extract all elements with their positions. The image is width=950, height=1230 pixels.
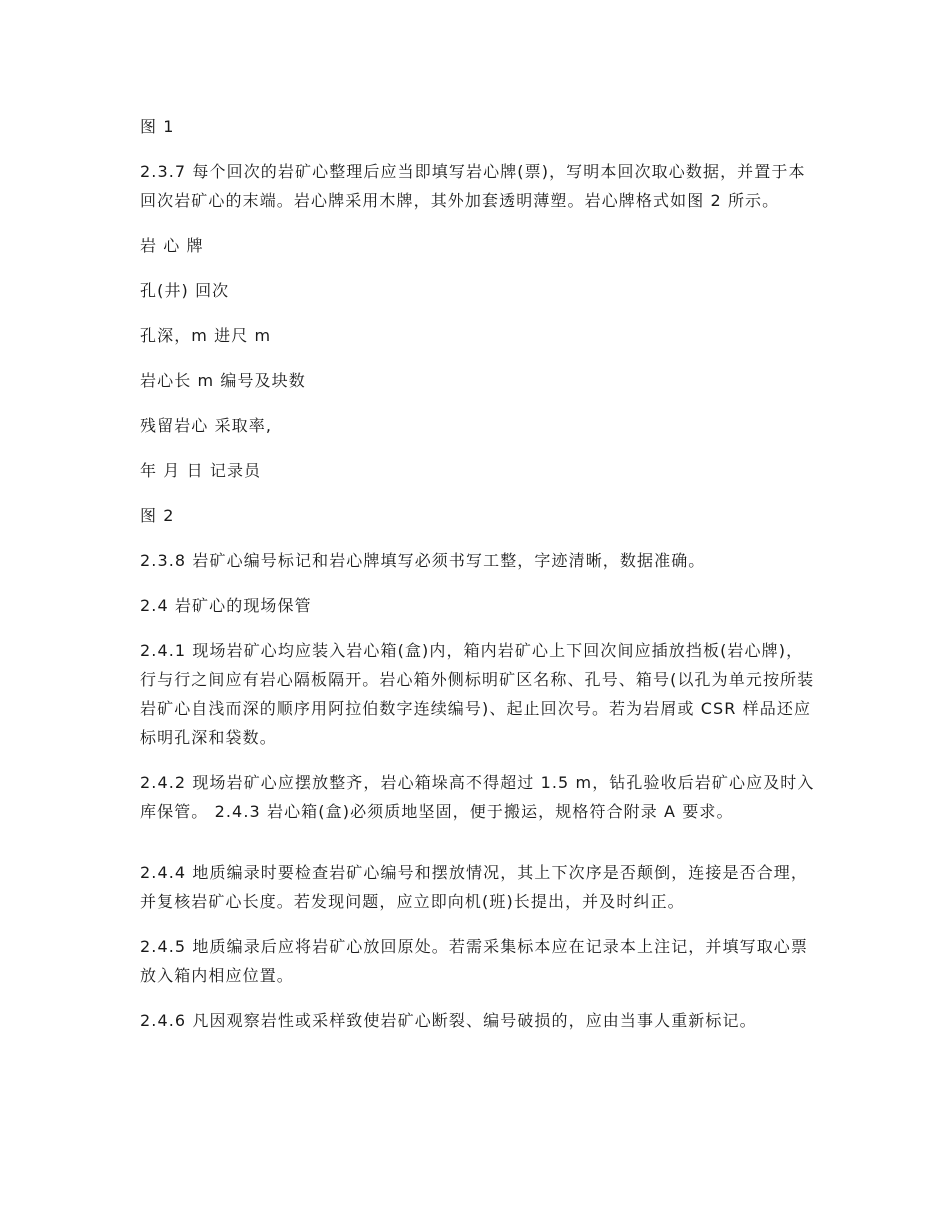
section-heading-2-4: 2.4 岩矿心的现场保管 [140,596,312,615]
figure-1-caption: 图 1 [140,117,175,136]
core-tag-line-date-recorder: 年 月 日 记录员 [140,461,262,480]
document-page [140,112,820,1035]
core-tag-title: 岩 心 牌 [140,236,204,255]
paragraph-2-4-6: 2.4.6 凡因观察岩性或采样致使岩矿心断裂、编号破损的，应由当事人重新标记。 [140,1011,757,1030]
core-tag-line-hole-run: 孔(井) 回次 [140,281,230,300]
paragraph-2-3-7: 2.3.7 每个回次的岩矿心整理后应当即填写岩心牌(票)，写明本回次取心数据，并置于本回次岩矿心的末端。岩心牌采用木牌，其外加套透明薄塑。岩心牌格式如图 2 所示。 [140,162,806,210]
paragraph-2-3-8: 2.3.8 岩矿心编号标记和岩心牌填写必须书写工整，字迹清晰，数据准确。 [140,551,706,570]
core-tag-line-length-number: 岩心长 m 编号及块数 [140,371,306,390]
core-tag-line-depth-footage: 孔深，m 进尺 m [140,326,272,345]
paragraph-2-4-1: 2.4.1 现场岩矿心均应装入岩心箱(盒)内，箱内岩矿心上下回次间应插放挡板(岩心牌)，行与行之间应有岩心隔板隔开。岩心箱外侧标明矿区名称、孔号、箱号(以孔为单元按所装岩矿心自浅而深的顺序用阿拉伯数字连续编号)、起止回次号。若为岩屑或 CSR 样品还应标明孔深和袋数。 [140,641,815,747]
paragraph-2-4-2-2-4-3: 2.4.2 现场岩矿心应摆放整齐，岩心箱垛高不得超过 1.5 m，钻孔验收后岩矿心应及时入库保管。 2.4.3 岩心箱(盒)必须质地坚固，便于搬运，规格符合附录 A 要求。 [140,773,815,821]
core-tag-line-residual-recovery: 残留岩心 采取率, [140,416,273,435]
paragraph-2-4-5: 2.4.5 地质编录后应将岩矿心放回原处。若需采集标本应在记录本上注记，并填写取心票放入箱内相应位置。 [140,937,808,985]
figure-2-caption: 图 2 [140,506,175,525]
paragraph-2-4-4: 2.4.4 地质编录时要检查岩矿心编号和摆放情况，其上下次序是否颠倒，连接是否合理，并复核岩矿心长度。若发现问题，应立即向机(班)长提出，并及时纠正。 [140,863,808,911]
